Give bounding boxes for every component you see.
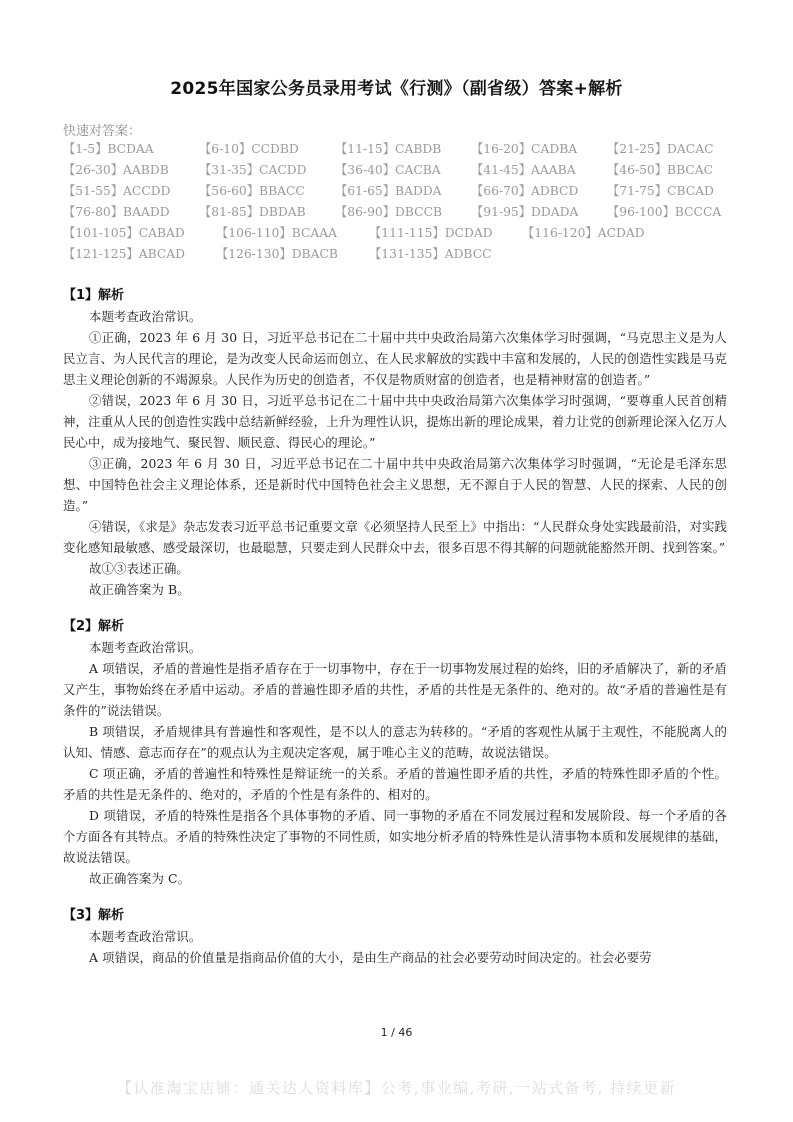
watermark-text: 【认准淘宝店铺：通关达人资料库】公考,事业编,考研,一站式备考, 持续更新 [116,1079,677,1097]
quick-answers-grid [63,139,743,265]
paragraph: 故正确答案为 C。 [89,871,191,886]
answer-group: 【6-10】CCDBD [199,142,299,156]
answer-group: 【71-75】CBCAD [607,184,714,198]
answer-group: 【41-45】AAABA [471,163,576,177]
answer-group: 【16-20】CADBA [471,142,578,156]
answer-group: 【116-120】ACDAD [522,226,645,240]
answer-group: 【126-130】DBACB [216,247,338,261]
answer-group: 【31-35】CACDD [199,163,307,177]
answer-group: 【36-40】CACBA [335,163,441,177]
quick-answers-row [63,160,743,181]
answer-group: 【101-105】CABAD [63,226,185,240]
answer-group: 【21-25】DACAC [607,142,714,156]
analysis-content [63,285,727,984]
answer-group: 【81-85】DBDAB [199,205,306,219]
analysis-section [63,616,727,889]
answer-group: 【1-5】BCDAA [63,142,154,156]
quick-answers-row [63,139,743,160]
section-heading: 【1】解析 [63,288,125,303]
document-title: 2025年国家公务员录用考试《行测》（副省级）答案+解析 [170,79,623,99]
answer-group: 【11-15】CABDB [335,142,442,156]
paragraph: 故正确答案为 B。 [89,582,190,597]
answer-group: 【91-95】DDADA [471,205,579,219]
answer-group: 【56-60】BBACC [199,184,305,198]
paragraph: A 项错误，商品的价值量是指商品价值的大小，是由生产商品的社会必要劳动时间决定的。社会必要劳 [89,950,652,965]
answer-group: 【131-135】ADBCC [369,247,492,261]
answer-group: 【61-65】BADDA [335,184,442,198]
quick-answers-row [63,244,743,265]
page-number: 1 / 46 [380,1026,413,1039]
answer-group: 【46-50】BBCAC [607,163,714,177]
answer-group: 【111-115】DCDAD [369,226,493,240]
paragraph: 本题考查政治常识。 [89,640,202,655]
paragraph: A 项错误，矛盾的普遍性是指矛盾存在于一切事物中，存在于一切事物发展过程的始终，旧的矛盾解决了，新的矛盾又产生，事物始终在矛盾中运动。矛盾的普遍性即矛盾的共性，矛盾的共性是无条件的、绝对的。故“矛盾的普遍性是有条件的”说法错误。 [63,661,727,718]
answer-group: 【76-80】BAADD [63,205,170,219]
paragraph: B 项错误，矛盾规律具有普遍性和客观性，是不以人的意志为转移的。“矛盾的客观性从属于主观性，不能脱离人的认知、情感、意志而存在”的观点认为主观决定客观，属于唯心主义的范畴，故说法错误。 [63,724,727,760]
answer-group: 【26-30】AABDB [63,163,169,177]
answer-group: 【96-100】BCCCA [607,205,722,219]
analysis-section [63,285,727,600]
paragraph: D 项错误，矛盾的特殊性是指各个具体事物的矛盾、同一事物的矛盾在不同发展过程和发展阶段、每一个矛盾的各个方面各有其特点。矛盾的特殊性决定了事物的不同性质，如实地分析矛盾的特殊性是认清事物本质和发展规律的基础，故说法错误。 [63,808,727,865]
paragraph: 本题考查政治常识。 [89,309,202,324]
answer-group: 【86-90】DBCCB [335,205,443,219]
quick-answers-row [63,181,743,202]
answer-group: 【106-110】BCAAA [216,226,338,240]
quick-answers-row [63,223,743,244]
paragraph: 故①③表述正确。 [89,561,189,576]
answer-group: 【66-70】ADBCD [471,184,579,198]
answer-group: 【121-125】ABCAD [63,247,185,261]
paragraph: C 项正确，矛盾的普遍性和特殊性是辩证统一的关系。矛盾的普遍性即矛盾的共性，矛盾的特殊性即矛盾的个性。矛盾的共性是无条件的、绝对的，矛盾的个性是有条件的、相对的。 [63,766,727,802]
paragraph: ②错误，2023 年 6 月 30 日，习近平总书记在二十届中共中央政治局第六次集体学习时强调，“要尊重人民首创精神，注重从人民的创造性实践中总结新鲜经验，上升为理性认识，提炼出新的理论成果，着力让党的创新理论深入亿万人民心中，成为接地气、聚民智、顺民意、得民心的理论。” [63,393,727,450]
section-heading: 【2】解析 [63,619,125,634]
paragraph: ④错误，《求是》杂志发表习近平总书记重要文章《必须坚持人民至上》中指出：“人民群众身处实践最前沿，对实践变化感知最敏感、感受最深切，也最聪慧，只要走到人民群众中去，很多百思不得其解的问题就能豁然开朗、找到答案。” [63,519,727,555]
analysis-section [63,905,727,968]
paragraph: ③正确，2023 年 6 月 30 日，习近平总书记在二十届中共中央政治局第六次集体学习时强调，“无论是毛泽东思想、中国特色社会主义理论体系，还是新时代中国特色社会主义思想，无不源自于人民的智慧、人民的探索、人民的创造。” [63,456,727,513]
quick-answers-row [63,202,743,223]
paragraph: 本题考查政治常识。 [89,929,202,944]
section-heading: 【3】解析 [63,908,125,923]
answer-group: 【51-55】ACCDD [63,184,171,198]
paragraph: ①正确，2023 年 6 月 30 日，习近平总书记在二十届中共中央政治局第六次集体学习时强调，“马克思主义是为人民立言、为人民代言的理论，是为改变人民命运而创立、在人民求解放的实践中丰富和发展的，人民的创造性实践是马克思主义理论创新的不竭源泉。人民作为历史的创造者，不仅是物质财富的创造者，也是精神财富的创造者。” [63,330,727,387]
quick-answers-label: 快速对答案： [63,124,142,139]
